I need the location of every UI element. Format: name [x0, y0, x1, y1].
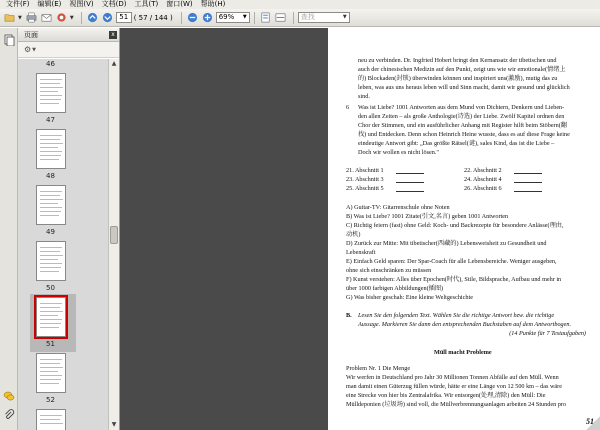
answer-blank — [514, 182, 542, 183]
arrow-up-icon — [87, 12, 98, 23]
menu-help[interactable]: 帮助(H) — [200, 0, 226, 8]
instruction-line: (14 Punkte für 7 Testaufgaben) — [509, 330, 586, 337]
zoom-out-button[interactable] — [186, 11, 199, 24]
body-text-line: Was ist Liebe? 1001 Antworten aus dem Mund von Dichtern, Denkern und Lieben- — [358, 104, 565, 111]
toolbar-separator — [254, 12, 255, 24]
thumbnail-list[interactable] — [18, 59, 108, 430]
abschnitt-label: 25. Abschnitt 5 — [346, 185, 384, 192]
body-text-line: Doch wir wollen es nicht lösen." — [358, 149, 439, 156]
page-thumbnail[interactable] — [36, 353, 66, 393]
panel-options-bar — [18, 42, 119, 58]
option-line: D) Zurück zur Mitte: Mit tibetischer(西藏的) Lebensweisheit zu Gesundheit und — [346, 240, 547, 247]
navigation-icon-rail — [0, 28, 18, 430]
envelope-icon — [41, 12, 52, 23]
option-line: A) Guitar-TV: Gitarrenschule ohne Noten — [346, 204, 450, 211]
instruction-line: Lesen Sie den folgenden Text. Wählen Sie die richtige Antwort bzw. die richtige — [358, 312, 555, 319]
menu-tools[interactable]: 工具(T) — [134, 0, 159, 8]
option-line: über 1000 farbigen Abbildungen(插图) — [346, 285, 444, 292]
share-dropdown-arrow[interactable]: ▼ — [69, 14, 74, 21]
option-line: F) Kunst verstehen: Alles über Epochen(时代), Stile, Bildsprache, Aufbau und mehr in — [346, 276, 562, 283]
page-thumbnail[interactable] — [36, 241, 66, 281]
thumbnail-label: 46 — [46, 60, 55, 68]
option-line: Lebenskraft — [346, 249, 376, 256]
option-line: G) Was bisher geschah: Eine kleine Weltgeschichte — [346, 294, 473, 301]
pages-panel — [18, 28, 120, 430]
option-line: C) Richtig feiern (fast) ohne Geld: Koch- und Backrezepte für besondere Anlässe(理由, — [346, 222, 564, 229]
abschnitt-label: 26. Abschnitt 6 — [464, 185, 502, 192]
thumbnail-label: 51 — [46, 340, 55, 348]
next-page-button[interactable] — [101, 11, 114, 24]
comments-icon[interactable] — [3, 390, 15, 402]
abschnitt-label: 24. Abschnitt 4 — [464, 176, 502, 183]
option-line: E) Einfach Geld sparen: Der Spar-Coach für alle Lebensbereiche. Weniger ausgeben, — [346, 258, 557, 265]
arrow-down-icon — [102, 12, 113, 23]
page-number-input[interactable]: 51 — [116, 12, 132, 23]
menu-file[interactable]: 文件(F) — [6, 0, 30, 8]
chevron-down-icon: ▼ — [32, 46, 37, 53]
menu-document[interactable]: 文档(D) — [101, 0, 127, 8]
zoom-in-icon — [202, 12, 213, 23]
abschnitt-label: 22. Abschnitt 2 — [464, 167, 502, 174]
menu-window[interactable]: 窗口(W) — [166, 0, 193, 8]
page-number: 51 — [586, 417, 594, 426]
section-letter: B. — [346, 312, 352, 319]
body-text-line: sind. — [358, 93, 370, 100]
menubar — [0, 0, 600, 9]
thumbnail-label: 47 — [46, 116, 55, 124]
body-text-line: Wir werfen in Deutschland pro Jahr 30 Millionen Tonnen Abfälle auf den Müll. Wenn — [346, 374, 559, 381]
menu-edit[interactable]: 编辑(E) — [37, 0, 62, 8]
toolbar-separator — [81, 12, 82, 24]
printer-icon — [26, 12, 37, 23]
option-line: ohne sich einschränken zu müssen — [346, 267, 432, 274]
zoom-in-button[interactable] — [201, 11, 214, 24]
thumbnail-label: 52 — [46, 396, 55, 404]
abschnitt-label: 21. Abschnitt 1 — [346, 167, 384, 174]
panel-header — [18, 28, 119, 42]
zoom-out-icon — [187, 12, 198, 23]
body-text-line: 找) und Entdecken. Denn schon Heinrich Heine wusste, dass es auf diese Frage keine — [358, 131, 570, 138]
answer-blank — [396, 182, 424, 183]
answer-blank — [396, 173, 424, 174]
option-line: B) Was ist Liebe? 1001 Zitate(引文,名言) geben 1001 Antworten — [346, 213, 509, 220]
fit-width-icon — [275, 12, 286, 23]
zoom-value: 69% — [218, 13, 235, 21]
email-button[interactable] — [40, 11, 53, 24]
attachment-icon[interactable] — [3, 409, 15, 421]
answer-blank — [514, 173, 542, 174]
body-text-line: Chor der Stimmen, und ein ausführlicher Anhang mit Register hilft beim Stöbern(翻 — [358, 122, 567, 129]
chevron-down-icon: ▼ — [342, 14, 347, 20]
body-text-line: neu zu verbinden. Dr. Ingfried Hobert bringt den Kernansatz der tibetischen und — [358, 57, 557, 64]
body-text-line: eindeutige Antwort gibt: „Das größte Rätsel(谜), sales Kind, das ist die Liebe – — [358, 140, 555, 147]
page-count-label: ( 57 / 144 ) — [133, 13, 173, 22]
body-text-line: auch der chinesischen Medizin auf den Punkt, zeigt uns wie wir emotionale(情绪上 — [358, 66, 566, 73]
toolbar-separator — [293, 12, 294, 24]
answer-blank — [396, 191, 424, 192]
document-page — [328, 28, 600, 430]
page-thumbnail[interactable] — [36, 409, 66, 430]
thumbnail-label: 48 — [46, 172, 55, 180]
body-text-line: leben, was aus uns heraus leben will und Sinn macht, damit wir gesund und glücklich — [358, 84, 570, 91]
thumbnail-label: 50 — [46, 284, 55, 292]
options-button[interactable] — [24, 45, 36, 54]
answer-blank — [514, 191, 542, 192]
abschnitt-label: 23. Abschnitt 3 — [346, 176, 384, 183]
body-text-line: man damit einen Güterzug füllen würde, hätte er eine Länge von 12 500 km – das wäre — [346, 383, 562, 390]
open-button[interactable] — [3, 11, 16, 24]
page-thumbnail[interactable] — [36, 129, 66, 169]
section-heading: Müll macht Probleme — [434, 349, 492, 356]
chevron-down-icon: ▼ — [242, 14, 247, 20]
fit-width-button[interactable] — [274, 11, 287, 24]
scroll-down-icon[interactable]: ▼ — [111, 421, 117, 428]
body-text-line: 的) Blockaden(封锁) überwinden können und inspiriert uns(激励), mutig das zu — [358, 75, 558, 82]
toolbar-separator — [181, 12, 182, 24]
folder-icon — [4, 12, 15, 23]
share-button[interactable] — [55, 11, 68, 24]
menu-view[interactable]: 视图(V) — [69, 0, 94, 8]
gear-icon: ⚙ — [24, 45, 32, 54]
share-icon — [56, 12, 67, 23]
fit-page-button[interactable] — [259, 11, 272, 24]
body-text-line: eine Strecke von hier bis Zentralafrika. Wir entsorgen(处理,清除) den Müll: Die — [346, 392, 546, 399]
print-button[interactable] — [25, 11, 38, 24]
instruction-line: Aussage. Markieren Sie dann den entsprechenden Buchstaben auf dem Antwortbogen. — [358, 321, 572, 328]
page-thumbnail[interactable] — [36, 185, 66, 225]
body-text-line: den allen Zeiten – als große Anthologie(诗选) der Liebe. Zwölf Kapitel ordnen den — [358, 113, 565, 120]
toolbar — [0, 9, 600, 27]
close-icon[interactable]: x — [109, 31, 117, 39]
prev-page-button[interactable] — [86, 11, 99, 24]
page-thumbnail[interactable] — [36, 73, 66, 113]
open-dropdown-arrow[interactable]: ▼ — [18, 14, 22, 21]
document-view[interactable] — [120, 28, 600, 430]
option-line: 动机) — [346, 231, 361, 238]
scrollbar-thumb[interactable] — [110, 226, 118, 244]
thumbnail-label: 49 — [46, 228, 55, 236]
body-text-line: Mülldeponien (垃圾场) sind voll, die Müllverbrennungsanlagen arbeiten 24 Stunden pro — [346, 401, 566, 408]
scroll-up-icon[interactable]: ▲ — [111, 60, 117, 67]
page-thumbnail-current[interactable] — [36, 297, 66, 337]
search-input[interactable] — [298, 12, 350, 23]
fit-page-icon — [260, 12, 271, 23]
thumbnail-scrollbar[interactable] — [108, 59, 119, 430]
body-text-line: Problem Nr. 1 Die Menge — [346, 365, 411, 372]
pages-icon[interactable] — [3, 34, 15, 46]
item-number: 6 — [346, 104, 350, 111]
zoom-select[interactable] — [216, 12, 250, 23]
panel-title: 页面 — [24, 30, 38, 39]
search-placeholder: 查找 — [300, 13, 315, 21]
